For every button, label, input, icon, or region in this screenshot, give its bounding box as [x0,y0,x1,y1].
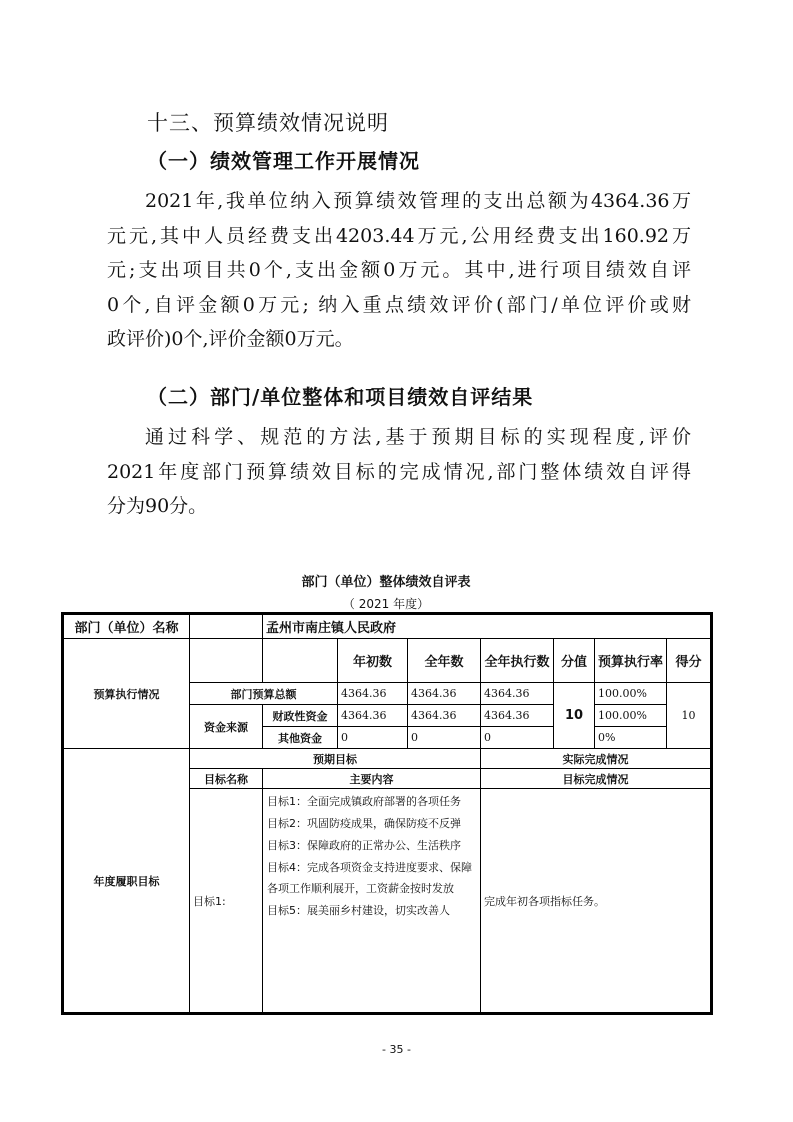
fiscal-rate: 100.00% [595,705,667,727]
table-subcaption: （ 2021 年度） [342,597,430,611]
row-total-label: 部门预算总额 [190,683,338,705]
other-executed: 0 [481,727,554,749]
paragraph-line: 0个,自评金额0万元; 纳入重点绩效评价(部门/单位评价或财 [107,293,691,316]
empty-cell [190,639,263,683]
header-score: 得分 [667,639,711,683]
fiscal-full-year: 4364.36 [408,705,481,727]
goals-section-label: 年度履职目标 [64,749,190,1013]
paragraph-line: 2021年,我单位纳入预算绩效管理的支出总额为4364.36万 [145,190,691,212]
dept-name-value: 孟州市南庄镇人民政府 [263,615,711,639]
total-initial: 4364.36 [338,683,408,705]
header-executed: 全年执行数 [481,639,554,683]
paragraph-line: 元;支出项目共0个,支出金额0万元。其中,进行项目绩效自评 [107,259,691,282]
header-score-value: 分值 [554,639,595,683]
other-rate: 0% [595,727,667,749]
header-exec-rate: 预算执行率 [595,639,667,683]
subsection-heading-self-evaluation: （二）部门/单位整体和项目绩效自评结果 [147,385,534,409]
performance-evaluation-table [63,614,711,1013]
paragraph-line: 2021年度部门预算绩效目标的完成情况,部门整体绩效自评得 [107,460,691,483]
table-caption: 部门（单位）整体绩效自评表 [301,575,471,590]
goal1-completion: 完成年初各项指标任务。 [481,789,711,1013]
goal1-content [263,789,481,1013]
goal-item: 目标3：保障政府的正常办公、生活秩序 [267,839,461,852]
dept-name-label: 部门（单位）名称 [64,615,190,639]
goal-item: 目标2：巩固防疫成果，确保防疫不反弹 [267,817,461,830]
paragraph-line: 分为90分。 [107,495,208,518]
goal-item: 目标1：全面完成镇政府部署的各项任务 [267,795,461,808]
other-initial: 0 [338,727,408,749]
total-rate: 100.00% [595,683,667,705]
goal-item: 目标4：完成各项资金支持进度要求、保障各项工作顺利展开，工资薪金按时发放 [267,861,472,895]
paragraph-line: 元元,其中人员经费支出4203.44万元,公用经费支出160.92万 [107,224,691,247]
paragraph-self-evaluation [107,420,691,524]
goal-item: 目标5：展美丽乡村建设，切实改善人 [267,904,450,917]
total-full-year: 4364.36 [408,683,481,705]
total-executed: 4364.36 [481,683,554,705]
empty-cell [190,615,263,639]
empty-cell [263,639,338,683]
other-full-year: 0 [408,727,481,749]
header-initial: 年初数 [338,639,408,683]
expected-goal-header: 预期目标 [190,749,481,769]
score: 10 [667,683,711,749]
actual-completion-header: 实际完成情况 [481,749,711,769]
subsection-heading-performance-management: （一）绩效管理工作开展情况 [147,149,420,173]
fiscal-initial: 4364.36 [338,705,408,727]
goal-name-header: 目标名称 [190,769,263,789]
goal1-name: 目标1: [190,789,263,1013]
paragraph-line: 政评价)0个,评价金额0万元。 [107,328,354,351]
fund-source-label: 资金来源 [190,705,263,749]
row-other-label: 其他资金 [263,727,338,749]
section-title: 十三、预算绩效情况说明 [147,111,389,135]
page-number: - 35 - [382,1043,411,1056]
main-content-header: 主要内容 [263,769,481,789]
row-fiscal-label: 财政性资金 [263,705,338,727]
paragraph-performance-management [107,184,691,357]
score-value: 10 [554,683,595,749]
budget-section-label: 预算执行情况 [64,639,190,749]
fiscal-executed: 4364.36 [481,705,554,727]
goal-completion-header: 目标完成情况 [481,769,711,789]
header-full-year: 全年数 [408,639,481,683]
paragraph-line: 通过科学、规范的方法,基于预期目标的实现程度,评价 [145,426,691,448]
